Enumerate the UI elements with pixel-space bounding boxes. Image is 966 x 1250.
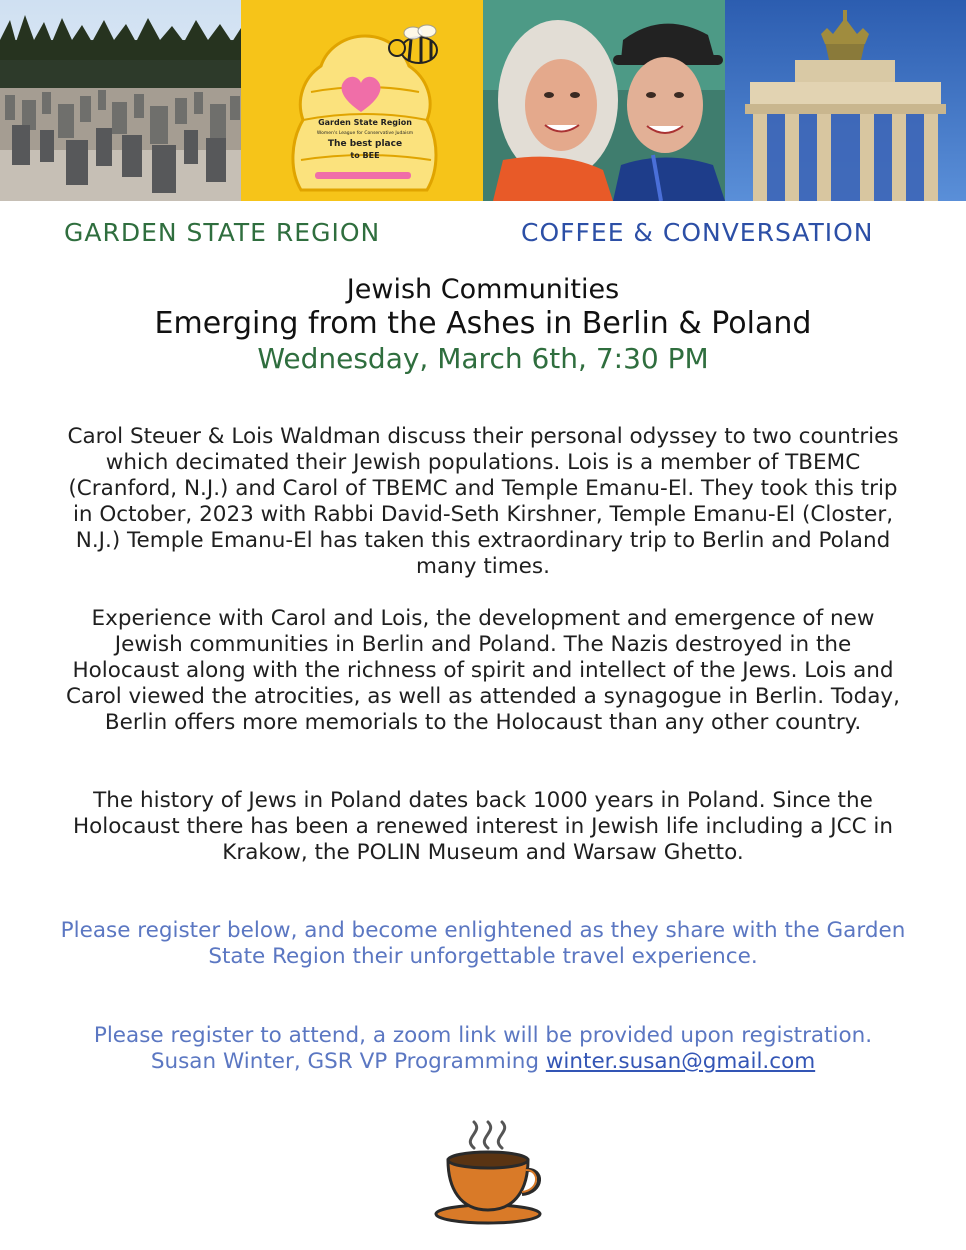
logo-line3: The best place: [327, 139, 403, 149]
register-details: [60, 1023, 906, 1075]
logo-line4: to BEE: [350, 151, 380, 160]
garden-state-region-logo: [241, 0, 483, 201]
event-title-line2: Emerging from the Ashes in Berlin & Poland: [154, 306, 812, 341]
event-title-line1: Jewish Communities: [346, 274, 620, 305]
paragraph-history: The history of Jews in Poland dates back 1000 years in Poland. Since the Holocaust there has been a renewed interest in Jewish life including a JCC in Krakow, the POLIN Museum and Warsaw Ghetto.: [72, 788, 894, 865]
register-invite: Please register below, and become enlightened as they share with the Garden State Region their unforgettable travel experience.: [60, 918, 906, 969]
brandenburg-gate-photo: [725, 0, 966, 201]
memorial-stones-photo: [0, 0, 241, 201]
logo-line2: Women's League for Conservative Judaism: [316, 131, 414, 136]
paragraph-speakers: Carol Steuer & Lois Waldman discuss their personal odyssey to two countries which decimated their Jewish populations. Lois is a member of TBEMC (Cranford, N.J.) and Carol of TBEMC and Temple Emanu-El. They took this trip in October, 2023 with Rabbi David-Seth Kirshner, Temple Emanu-El (Closter, N.J.) Temple Emanu-El has taken this extraordinary trip to Berlin and Poland many times.: [67, 424, 899, 579]
region-label: GARDEN STATE REGION: [64, 218, 381, 247]
zoom-note: Please register to attend, a zoom link will be provided upon registration.: [93, 1023, 873, 1048]
photo-strip: [0, 0, 966, 201]
coffee-cup-icon: [432, 1118, 544, 1228]
contact-line: [60, 1049, 906, 1075]
event-datetime: Wednesday, March 6th, 7:30 PM: [257, 342, 709, 375]
contact-email-link[interactable]: winter.susan@gmail.com: [545, 1049, 816, 1074]
paragraph-experience: Experience with Carol and Lois, the development and emergence of new Jewish communities in Berlin and Poland. The Nazis destroyed in the Holocaust along with the richness of spirit and intellect of the Jews. Lois and Carol viewed the atrocities, as well as attended a synagogue in Berlin. Today, Berlin offers more memorials to the Holocaust than any other country.: [66, 606, 900, 735]
speakers-photo: [483, 0, 725, 201]
logo-line1: Garden State Region: [318, 118, 412, 127]
contact-prefix: Susan Winter, GSR VP Programming: [150, 1049, 546, 1074]
series-label: COFFEE & CONVERSATION: [521, 218, 874, 247]
